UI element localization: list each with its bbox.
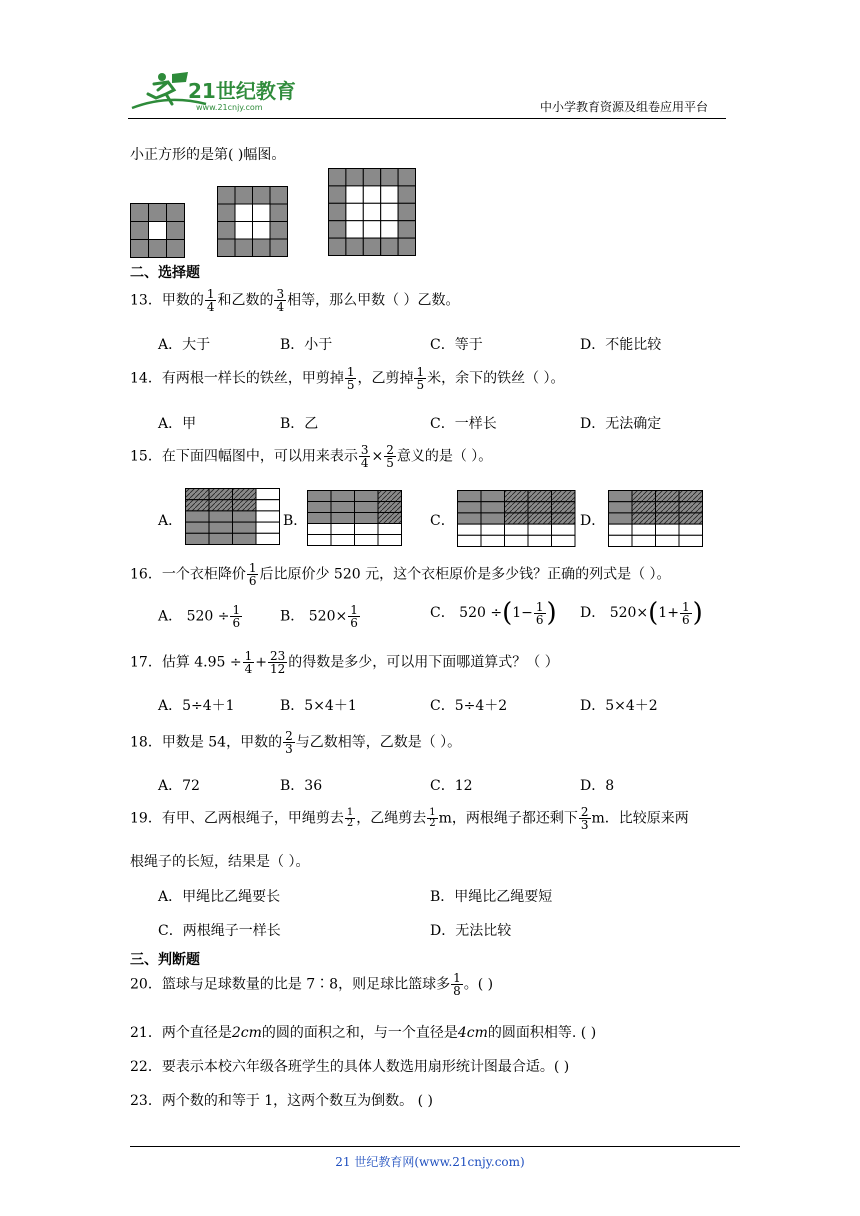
grey-square (218, 204, 236, 222)
grey-square (270, 204, 288, 222)
white-cell (256, 489, 280, 500)
grey-square (167, 204, 185, 222)
grey-square (381, 169, 398, 186)
q13-option-a[interactable]: A．大于 (158, 337, 211, 353)
section-judge: 三、判断题 (130, 952, 200, 968)
q20-stem: 20．篮球与足球数量的比是 7∶8，则足球比篮球多 $\frac{1}{8}$ 。( ) (130, 971, 494, 998)
grey-square (167, 222, 185, 240)
white-cell (256, 511, 280, 522)
q19-option-d[interactable]: D．无法比较 (430, 923, 512, 939)
q16-option-d[interactable]: D． 520×(1+ $\frac{1}{6}$ ) (580, 598, 703, 628)
q14-option-a[interactable]: A．甲 (158, 416, 197, 432)
hatch-cell (505, 513, 529, 524)
grey-cell (186, 511, 210, 522)
grey-square (329, 238, 346, 255)
white-square (253, 222, 271, 240)
q18-option-d[interactable]: D．8 (580, 778, 615, 794)
white-square (346, 186, 363, 203)
q17-option-c[interactable]: C．5÷4＋2 (430, 698, 508, 714)
header-rule (128, 118, 726, 119)
grey-square (270, 222, 288, 240)
q17-option-a[interactable]: A．5÷4＋1 (158, 698, 235, 714)
platform-text: 中小学教育资源及组卷应用平台 (540, 100, 709, 114)
hatch-cell (552, 491, 576, 502)
white-square (381, 203, 398, 220)
white-cell (308, 535, 332, 546)
q16-option-c[interactable]: C． 520 ÷(1− $\frac{1}{6}$ ) (430, 598, 557, 628)
grey-cell (186, 522, 210, 533)
white-cell (679, 535, 703, 546)
q19-stem-line2: 根绳子的长短，结果是（ ）。 (130, 854, 310, 870)
white-square (149, 222, 167, 240)
q15-option-b[interactable]: B． (283, 513, 308, 529)
grey-square (363, 238, 380, 255)
white-square (363, 221, 380, 238)
white-cell (505, 524, 529, 535)
q19-option-b[interactable]: B．甲绳比乙绳要短 (430, 889, 553, 905)
white-cell (308, 524, 332, 535)
grey-cell (186, 533, 210, 544)
grey-square (363, 169, 380, 186)
white-cell (481, 535, 505, 546)
grey-square (235, 187, 253, 205)
white-cell (355, 535, 379, 546)
grey-cell (233, 522, 257, 533)
q17-option-b[interactable]: B．5×4＋1 (280, 698, 357, 714)
grey-square (149, 240, 167, 258)
grey-square (218, 222, 236, 240)
grey-square (329, 221, 346, 238)
grey-square (398, 238, 415, 255)
hatch-cell (679, 502, 703, 513)
white-cell (552, 524, 576, 535)
q13-option-b[interactable]: B．小于 (280, 337, 333, 353)
white-cell (609, 524, 633, 535)
white-cell (632, 524, 656, 535)
q13-stem: 13．甲数的 $\frac{1}{4}$ 和乙数的 $\frac{3}{4}$ 相等，那么甲数（ ）乙数。 (130, 287, 460, 314)
grey-square (253, 187, 271, 205)
q15-figure-a (185, 488, 281, 546)
grey-square (167, 240, 185, 258)
grey-square (131, 204, 149, 222)
grey-square (398, 186, 415, 203)
hatch-cell (552, 513, 576, 524)
white-cell (505, 535, 529, 546)
grey-cell (308, 502, 332, 513)
grey-cell (609, 513, 633, 524)
hatch-cell (528, 491, 552, 502)
q14-option-b[interactable]: B．乙 (280, 416, 319, 432)
grey-square (218, 239, 236, 257)
white-cell (656, 535, 680, 546)
white-cell (355, 524, 379, 535)
q17-stem: 17．估算 4.95 ÷ $\frac{1}{4}$ + $\frac{23}{12}$ 的得数是多少，可以用下面哪道算式？（ ） (130, 649, 559, 676)
grey-square (398, 169, 415, 186)
white-square (381, 186, 398, 203)
hatch-cell (378, 502, 402, 513)
hatch-cell (233, 489, 257, 500)
white-cell (656, 524, 680, 535)
grey-square (329, 169, 346, 186)
grey-cell (355, 513, 379, 524)
grey-square (131, 240, 149, 258)
grey-square (218, 187, 236, 205)
q18-stem: 18．甲数是 54，甲数的 $\frac{2}{3}$ 与乙数相等，乙数是（ ）。 (130, 729, 462, 756)
hatch-cell (632, 513, 656, 524)
hatch-cell (679, 491, 703, 502)
white-cell (552, 535, 576, 546)
q14-option-d[interactable]: D．无法确定 (580, 416, 662, 432)
white-cell (528, 524, 552, 535)
q13-option-d[interactable]: D．不能比较 (580, 337, 662, 353)
q23-stem: 23．两个数的和等于 1，这两个数互为倒数。 ( ) (130, 1093, 433, 1109)
white-cell (609, 535, 633, 546)
q15-figure-c (457, 490, 577, 548)
grey-square (329, 186, 346, 203)
q21-stem: 21．两个直径是2cm的圆的面积之和，与一个直径是4cm的圆面积相等. ( ) (130, 1025, 597, 1041)
q12-tail: 小正方形的是第( )幅图。 (130, 147, 286, 163)
hatch-cell (186, 489, 210, 500)
grey-cell (209, 511, 233, 522)
hatch-cell (186, 500, 210, 511)
grey-cell (331, 502, 355, 513)
white-cell (331, 524, 355, 535)
grey-square (235, 239, 253, 257)
q15-option-a[interactable]: A． (158, 513, 183, 529)
grey-cell (609, 502, 633, 513)
grey-cell (308, 513, 332, 524)
q12-figure-3 (328, 168, 416, 256)
white-square (381, 221, 398, 238)
grey-cell (331, 513, 355, 524)
grey-cell (355, 491, 379, 502)
grey-cell (481, 513, 505, 524)
hatch-cell (632, 491, 656, 502)
grey-square (398, 221, 415, 238)
hatch-cell (656, 502, 680, 513)
white-square (253, 204, 271, 222)
footer-text: 21 世纪教育网(www.21cnjy.com) (335, 1155, 525, 1169)
grey-cell (308, 491, 332, 502)
hatch-cell (552, 502, 576, 513)
hatch-cell (528, 502, 552, 513)
hatch-cell (209, 500, 233, 511)
white-cell (378, 524, 402, 535)
grey-square (346, 169, 363, 186)
brand-main: 21世纪教育 (188, 79, 296, 103)
white-square (346, 221, 363, 238)
white-cell (256, 522, 280, 533)
grey-cell (481, 502, 505, 513)
hatch-cell (505, 502, 529, 513)
q12-figure-1 (130, 203, 185, 258)
hatch-cell (528, 513, 552, 524)
grey-cell (209, 522, 233, 533)
q17-option-d[interactable]: D．5×4＋2 (580, 698, 658, 714)
hatch-cell (632, 502, 656, 513)
white-square (235, 222, 253, 240)
white-square (235, 204, 253, 222)
q14-option-c[interactable]: C．一样长 (430, 416, 497, 432)
hatch-cell (679, 513, 703, 524)
grey-cell (609, 491, 633, 502)
q19-option-a[interactable]: A．甲绳比乙绳要长 (158, 889, 281, 905)
hatch-cell (378, 513, 402, 524)
hatch-cell (656, 513, 680, 524)
grey-cell (481, 491, 505, 502)
grey-cell (458, 502, 482, 513)
q16-stem: 16．一个衣柜降价 $\frac{1}{6}$ 后比原价少 520 元，这个衣柜原价是多少钱？正确的列式是（ ）。 (130, 561, 671, 588)
q15-option-c[interactable]: C． (430, 513, 455, 529)
q15-figure-b (307, 490, 403, 546)
grey-cell (355, 502, 379, 513)
q18-option-c[interactable]: C．12 (430, 778, 473, 794)
section-choice: 二、选择题 (130, 265, 200, 281)
q16-option-a[interactable]: A． 520 ÷ $\frac{1}{6}$ (158, 603, 241, 630)
grey-square (329, 203, 346, 220)
white-cell (331, 535, 355, 546)
grey-square (149, 204, 167, 222)
hatch-cell (505, 491, 529, 502)
grey-cell (233, 511, 257, 522)
white-square (363, 186, 380, 203)
hatch-cell (209, 489, 233, 500)
q15-figure-d (608, 490, 704, 548)
grey-square (346, 238, 363, 255)
white-cell (528, 535, 552, 546)
grey-cell (233, 533, 257, 544)
brand-logo (128, 68, 298, 116)
q18-option-a[interactable]: A．72 (158, 778, 200, 794)
white-cell (632, 535, 656, 546)
q14-stem: 14．有两根一样长的铁丝，甲剪掉 $\frac{1}{5}$ ，乙剪掉 $\frac{1}{5}$ 米，余下的铁丝（ ）。 (130, 365, 565, 392)
q15-stem: 15．在下面四幅图中，可以用来表示 $\frac{3}{4}$ × $\frac{2}{5}$ 意义的是（ ）。 (130, 443, 493, 470)
grey-cell (209, 533, 233, 544)
q19-stem: 19．有甲、乙两根绳子，甲绳剪去 $\frac{1}{2}$ ，乙绳剪去 $\frac{1}{2}$ m，两根绳子都还剩下 $\frac{2}{3}$ m．比较原来两 (130, 805, 689, 832)
footer-rule (130, 1146, 740, 1147)
brand-sub: www.21cnjy.com (196, 103, 263, 112)
white-cell (378, 535, 402, 546)
hatch-cell (656, 491, 680, 502)
hatch-cell (233, 500, 257, 511)
white-cell (256, 500, 280, 511)
grey-square (381, 238, 398, 255)
grey-square (253, 239, 271, 257)
grey-cell (331, 491, 355, 502)
q12-figure-2 (217, 186, 289, 258)
grey-cell (458, 491, 482, 502)
white-square (363, 203, 380, 220)
white-cell (458, 524, 482, 535)
white-square (346, 203, 363, 220)
white-cell (256, 533, 280, 544)
q22-stem: 22．要表示本校六年级各班学生的具体人数选用扇形统计图最合适。( ) (130, 1059, 570, 1075)
q19-option-c[interactable]: C．两根绳子一样长 (158, 923, 281, 939)
q18-option-b[interactable]: B．36 (280, 778, 323, 794)
grey-square (398, 203, 415, 220)
grey-square (131, 222, 149, 240)
grey-square (270, 187, 288, 205)
q13-option-c[interactable]: C．等于 (430, 337, 483, 353)
white-cell (679, 524, 703, 535)
grey-cell (458, 513, 482, 524)
white-cell (481, 524, 505, 535)
white-cell (458, 535, 482, 546)
q15-option-d[interactable]: D． (580, 513, 606, 529)
q16-option-b[interactable]: B． 520× $\frac{1}{6}$ (280, 603, 358, 630)
grey-square (270, 239, 288, 257)
hatch-cell (378, 491, 402, 502)
